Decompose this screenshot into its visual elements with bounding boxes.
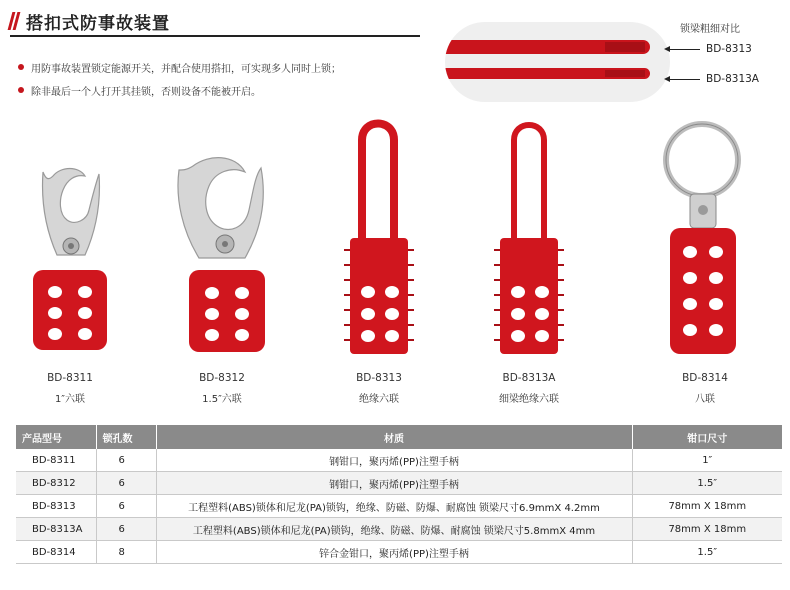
- cell-material: 钢钳口，聚丙烯(PP)注塑手柄: [156, 449, 632, 472]
- table-row: [16, 472, 782, 495]
- spec-table: [16, 425, 782, 564]
- cell-material: 锌合金钳口，聚丙烯(PP)注塑手柄: [156, 541, 632, 564]
- product-image-bd8313a: [464, 110, 594, 365]
- cell-jaw-size: 1.5″: [632, 472, 782, 495]
- product-name: 细梁绝缘六联: [499, 394, 559, 405]
- cell-holes: 6: [96, 449, 156, 472]
- table-row: [16, 495, 782, 518]
- title-divider: [10, 35, 420, 37]
- cell-model: BD-8313A: [16, 518, 96, 541]
- cell-material: 工程塑料(ABS)锁体和尼龙(PA)锁钩，绝缘、防磁、防爆、耐腐蚀 锁梁尺寸6.9mmX 4.2mm: [156, 495, 632, 518]
- column-header: 材质: [156, 425, 632, 449]
- comparison-label: BD-8313A: [706, 73, 759, 85]
- product-image-bd8313: [314, 110, 444, 365]
- shackle-comparison-image: [445, 22, 670, 102]
- product-code: BD-8312: [199, 372, 245, 384]
- column-header: 锁孔数: [96, 425, 156, 449]
- arrow-left-icon: [668, 49, 700, 50]
- comparison-label: BD-8313: [706, 43, 752, 55]
- arrow-left-icon: [668, 79, 700, 80]
- product-name: 1.5″六联: [202, 394, 242, 405]
- cell-material: 钢钳口，聚丙烯(PP)注塑手柄: [156, 472, 632, 495]
- cell-holes: 8: [96, 541, 156, 564]
- product-image-bd8314: [640, 110, 770, 365]
- intro-list: [18, 58, 341, 104]
- table-row: [16, 449, 782, 472]
- cell-model: BD-8312: [16, 472, 96, 495]
- column-header: 产品型号: [16, 425, 96, 449]
- product-name: 1″六联: [54, 394, 86, 405]
- cell-model: BD-8313: [16, 495, 96, 518]
- product-name: 绝缘六联: [359, 394, 399, 405]
- column-header: 钳口尺寸: [632, 425, 782, 449]
- product-code: BD-8313A: [502, 372, 556, 384]
- page-title: 搭扣式防事故装置: [26, 13, 170, 34]
- product-image-bd8311: [5, 110, 135, 365]
- cell-model: BD-8311: [16, 449, 96, 472]
- product-code: BD-8313: [356, 372, 402, 384]
- title-mark-icon: [10, 12, 20, 30]
- cell-holes: 6: [96, 495, 156, 518]
- table-row: [16, 518, 782, 541]
- table-header-row: [16, 425, 782, 449]
- bullet-dot-icon: [18, 87, 24, 93]
- product-code: BD-8311: [47, 372, 93, 384]
- cell-holes: 6: [96, 518, 156, 541]
- cell-jaw-size: 1″: [632, 449, 782, 472]
- cell-jaw-size: 78mm X 18mm: [632, 495, 782, 518]
- cell-jaw-size: 1.5″: [632, 541, 782, 564]
- product-code: BD-8314: [682, 372, 728, 384]
- table-row: [16, 541, 782, 564]
- intro-item: 用防事故装置锁定能源开关，并配合使用搭扣，可实现多人同时上锁；: [18, 58, 341, 76]
- cell-jaw-size: 78mm X 18mm: [632, 518, 782, 541]
- product-name: 八联: [695, 394, 715, 405]
- comparison-title: 锁梁粗细对比: [680, 24, 740, 35]
- cell-model: BD-8314: [16, 541, 96, 564]
- intro-item: 除非最后一个人打开其挂锁，否则设备不能被开启。: [18, 81, 341, 99]
- cell-material: 工程塑料(ABS)锁体和尼龙(PA)锁钩，绝缘、防磁、防爆、耐腐蚀 锁梁尺寸5.8mmX 4mm: [156, 518, 632, 541]
- bullet-dot-icon: [18, 64, 24, 70]
- cell-holes: 6: [96, 472, 156, 495]
- section-title-bar: [10, 10, 170, 32]
- product-image-bd8312: [157, 110, 287, 365]
